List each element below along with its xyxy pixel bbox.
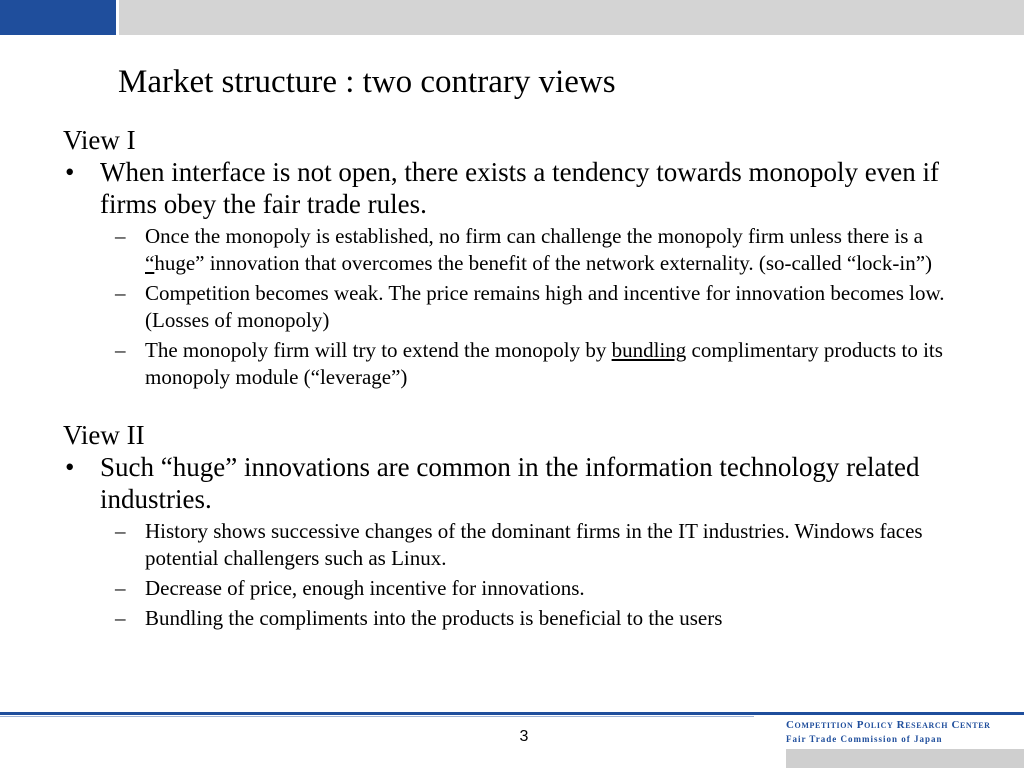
sub-mark: –	[115, 338, 126, 362]
view-2-bullet	[63, 451, 973, 515]
sub-text: complimentary products to its monopoly module (“leverage”)	[145, 338, 943, 389]
view-1-sub-2	[63, 280, 973, 334]
header-bar	[119, 0, 1024, 35]
slide-title: Market structure : two contrary views	[118, 64, 616, 100]
sub-text-underlined: bundling	[611, 338, 687, 362]
logo-org-subtitle: Fair Trade Commission of Japan	[786, 734, 943, 744]
bullet-mark: •	[65, 452, 75, 482]
sub-mark: –	[115, 606, 126, 630]
logo-org-name: Competition Policy Research Center	[786, 719, 991, 731]
header-accent-block	[0, 0, 116, 35]
sub-mark: –	[115, 281, 126, 305]
logo-bar	[786, 749, 1024, 768]
sub-mark: –	[115, 576, 126, 600]
sub-mark: –	[115, 519, 126, 543]
view-1-bullet	[63, 156, 973, 220]
footer-rule	[0, 712, 1024, 715]
sub-text: Competition becomes weak. The price remains high and incentive for innovation becomes low. (Losses of monopoly)	[145, 281, 945, 332]
page-number: 3	[519, 728, 529, 745]
view-1-sub-1	[63, 223, 973, 277]
slide-content	[63, 124, 973, 632]
view-2-sub-3	[63, 605, 973, 632]
view-1-sub-3	[63, 337, 973, 391]
bullet-mark: •	[65, 157, 75, 187]
sub-text: huge” innovation that overcomes the benefit of the network externality. (so-called “lock-in”)	[154, 251, 933, 275]
view-2-sub-1	[63, 518, 973, 572]
sub-text: Bundling the compliments into the products is beneficial to the users	[145, 606, 723, 630]
sub-text: Decrease of price, enough incentive for innovations.	[145, 576, 585, 600]
view-1-heading: View I	[63, 125, 136, 155]
sub-text: Once the monopoly is established, no firm can challenge the monopoly firm unless there is a	[145, 224, 923, 248]
sub-text-underlined: “	[145, 251, 155, 275]
bullet-text: Such “huge” innovations are common in the information technology related industries.	[100, 452, 920, 514]
sub-mark: –	[115, 224, 126, 248]
view-2-sub-2	[63, 575, 973, 602]
view-2-heading: View II	[63, 420, 145, 450]
sub-text: The monopoly firm will try to extend the monopoly by	[145, 338, 612, 362]
bullet-text: When interface is not open, there exists a tendency towards monopoly even if firms obey the fair trade rules.	[100, 157, 939, 219]
sub-text: History shows successive changes of the dominant firms in the IT industries. Windows faces potential challengers such as Linux.	[145, 519, 923, 570]
